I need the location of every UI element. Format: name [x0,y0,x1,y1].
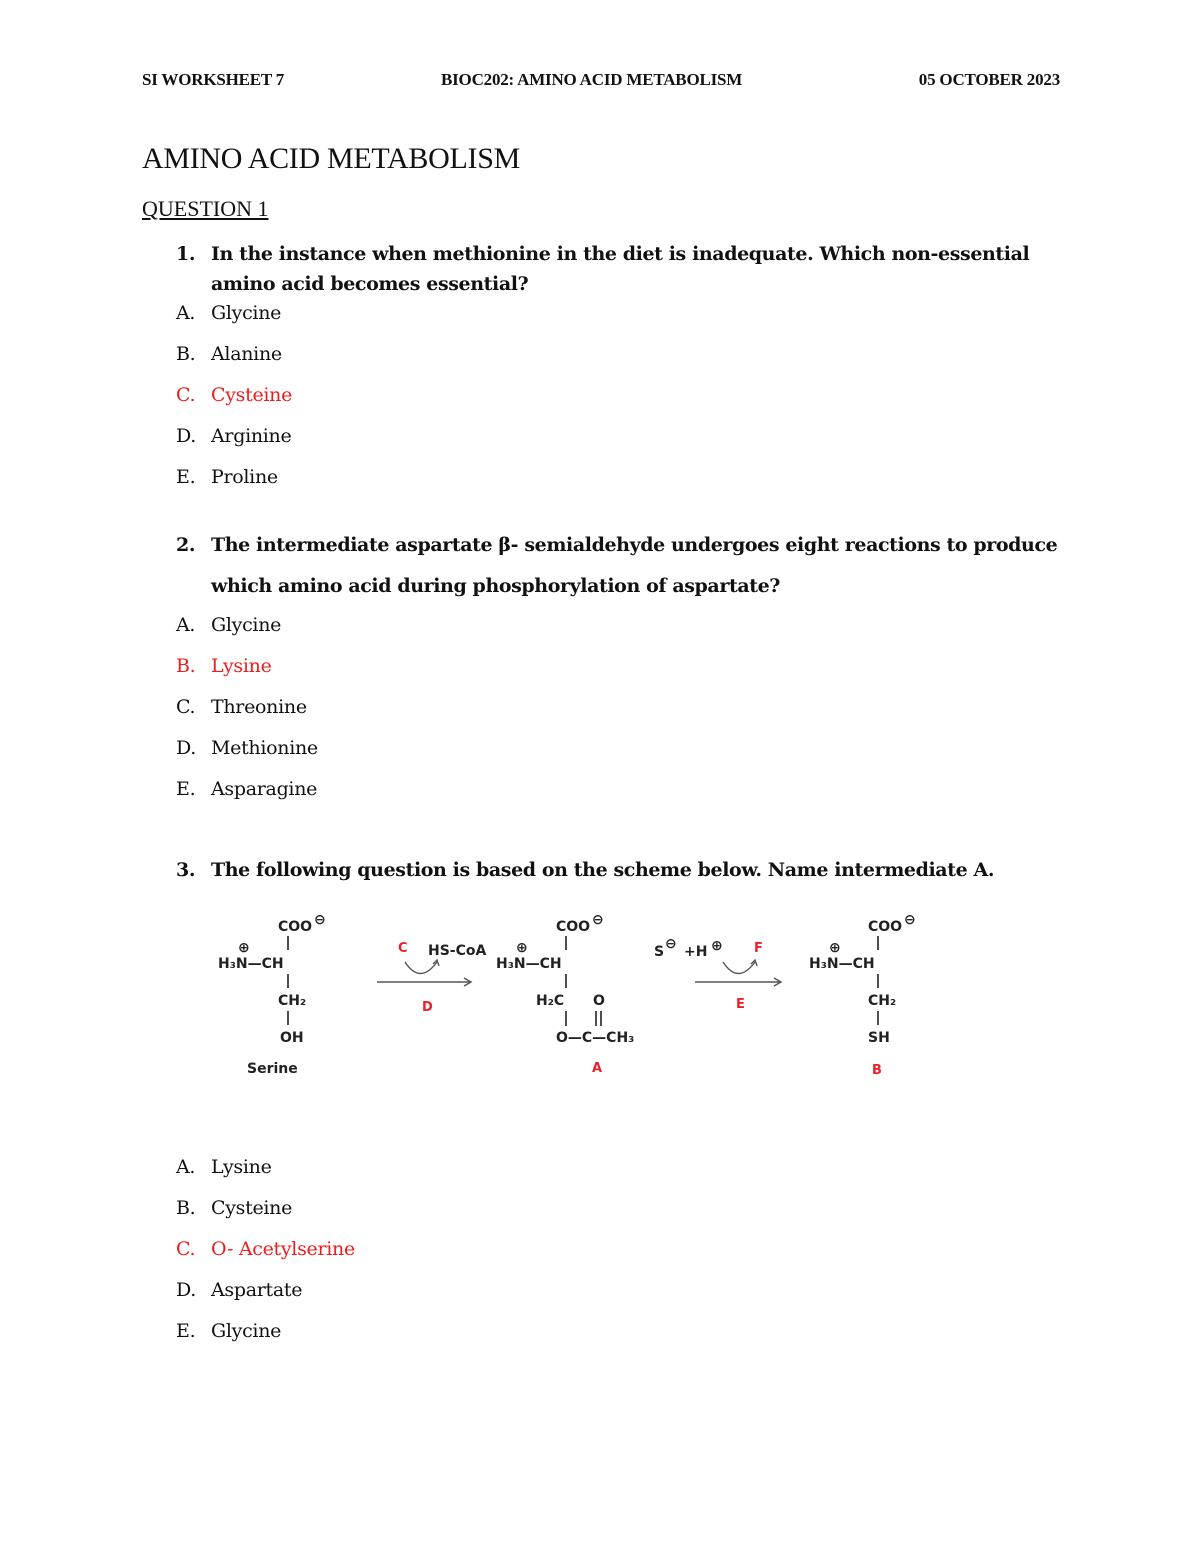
sulfide: S [654,944,665,960]
reaction-scheme [205,900,945,1090]
minus-charge: ⊖ [665,936,677,952]
label-b: B [872,1063,882,1078]
question-line: which amino acid during phosphorylation of aspartate? [211,575,781,597]
option-letter: E. [176,778,196,800]
option-letter: D. [176,737,196,759]
option-text: Lysine [211,655,272,677]
product-b-structure [809,912,916,1078]
header-course: BIOC202: AMINO ACID METABOLISM [441,70,743,89]
option-letter: C. [176,696,196,718]
page-header [142,70,1060,94]
option-letter: D. [176,1279,196,1301]
option-text: Aspartate [211,1279,303,1301]
serine-structure [218,912,326,1077]
plus-charge: ⊕ [238,940,250,956]
reaction-scheme-svg [205,900,945,1090]
h2c-group: H₂C [536,993,565,1009]
option-letter: D. [176,425,196,447]
question-3-text [176,859,1056,889]
question-line: The following question is based on the scheme below. Name intermediate A. [211,859,995,881]
coo-group: COO [868,919,903,935]
option-letter: B. [176,343,196,365]
carbonyl-o: O [593,993,605,1009]
option-text: Arginine [211,425,292,447]
serine-label: Serine [247,1061,298,1077]
amino-ch: H₃N—CH [218,956,284,972]
ch2-group: CH₂ [278,993,307,1009]
amino-ch: H₃N—CH [496,956,562,972]
option-text: Asparagine [211,778,318,800]
label-d: D [422,1000,433,1015]
question-line: amino acid becomes essential? [211,273,529,295]
option-text: Cysteine [211,384,293,406]
option-text: Cysteine [211,1197,293,1219]
label-e: E [736,997,745,1012]
curved-arrow [405,962,437,974]
option-letter: B. [176,655,196,677]
option-letter: A. [176,614,196,636]
question-line: The intermediate aspartate β- semialdehyde undergoes eight reactions to produce [211,534,1058,556]
coo-group: COO [278,919,313,935]
intermediate-a-structure [496,912,634,1076]
question-number: 1. [176,243,196,265]
option-text: Threonine [211,696,307,718]
coo-group: COO [556,919,591,935]
question-number: 3. [176,859,196,881]
section-heading: QUESTION 1 [142,196,269,221]
option-letter: E. [176,1320,196,1342]
question-number: 2. [176,534,196,556]
hs-coa: HS-CoA [428,943,487,959]
reaction-arrow-2 [654,936,781,1012]
option-text: Alanine [211,343,282,365]
option-letter: C. [176,384,196,406]
question-2-text [176,534,1056,605]
option-text: Proline [211,466,278,488]
option-letter: A. [176,302,196,324]
option-letter: B. [176,1197,196,1219]
minus-charge: ⊖ [314,912,326,928]
option-letter: E. [176,466,196,488]
option-text: Glycine [211,302,282,324]
option-text: Lysine [211,1156,272,1178]
plus-charge: ⊕ [829,940,841,956]
header-worksheet: SI WORKSHEET 7 [142,70,285,89]
option-text: Methionine [211,737,318,759]
question-1-text [176,243,1056,303]
option-text: O- Acetylserine [211,1238,355,1260]
label-a: A [592,1061,603,1076]
option-letter: A. [176,1156,196,1178]
option-text: Glycine [211,614,282,636]
ch2-group: CH₂ [868,993,897,1009]
plus-h: +H [684,944,708,960]
curved-arrow [723,962,755,974]
page-title: AMINO ACID METABOLISM [142,142,520,175]
header-date: 05 OCTOBER 2023 [918,70,1060,89]
sh-group: SH [868,1030,890,1046]
label-c: C [398,941,408,956]
plus-charge: ⊕ [711,938,723,954]
plus-charge: ⊕ [516,940,528,956]
minus-charge: ⊖ [904,912,916,928]
question-line: In the instance when methionine in the diet is inadequate. Which non-essential [211,243,1030,265]
oh-group: OH [280,1030,304,1046]
option-text: Glycine [211,1320,282,1342]
acetyl-ester: O—C—CH₃ [556,1030,635,1046]
option-letter: C. [176,1238,196,1260]
reaction-arrow-1 [377,941,487,1015]
amino-ch: H₃N—CH [809,956,875,972]
label-f: F [754,941,763,956]
minus-charge: ⊖ [592,912,604,928]
